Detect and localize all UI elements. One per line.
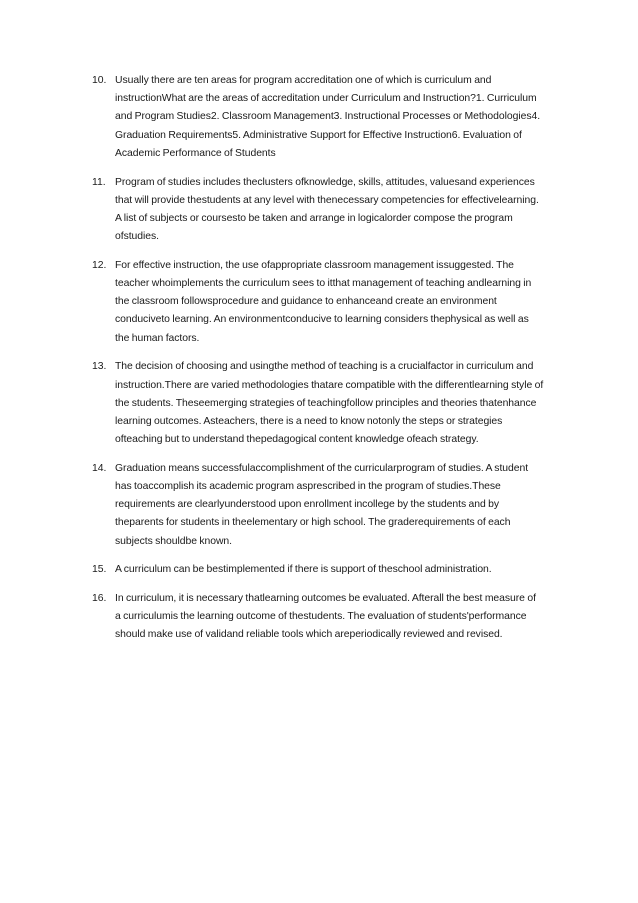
item-text: Usually there are ten areas for program accreditation one of which is curriculum and instructionWhat are the areas of accreditation under Curriculum and Instruction?1. Curriculum and Program Studies2. Classroom Management3. Instructional Processes or Methodologies4. Graduation Requirements5. Administrative Support for Effective Instruction6. Evaluation of Academic Performance of Students	[115, 75, 541, 159]
item-text: For effective instruction, the use ofappropriate classroom management issuggested. The teacher whoimplements the curriculum sees to itthat management of teaching andlearning in the classroom followsprocedure and guidance to enhanceand create an environment conduciveto learning. An environmentconducive to learning considers thephysical as well as the human factors.	[115, 259, 532, 344]
list-item	[92, 257, 544, 348]
list-item	[92, 72, 544, 163]
list-item	[92, 590, 544, 645]
numbered-list	[92, 72, 544, 655]
item-text: Graduation means successfulaccomplishment of the curricularprogram of studies. A student has toaccomplish its academic program asprescribed in the program of studies.These requirements are clearlyunderstood upon enrollment incollege by the students and by theparents for students in theelementary or high school. The graderequirements of each subjects shouldbe known.	[115, 462, 529, 547]
item-number: 10.	[92, 75, 107, 86]
list-item	[92, 174, 544, 247]
item-number: 14.	[92, 462, 107, 474]
list-item	[92, 358, 544, 449]
item-number: 13.	[92, 361, 107, 373]
item-number: 16.	[92, 593, 107, 605]
item-text: The decision of choosing and usingthe method of teaching is a crucialfactor in curriculum and instruction.There are varied methodologies thatare compatible with the differentlearning style of the students. Theseemerging strategies of teachingfollow principles and theories thatenhance learning outcomes. Asteachers, there is a need to know notonly the steps or strategies ofteaching but to understand thepedagogical content knowledge ofeach strategy.	[115, 361, 544, 446]
item-number: 12.	[92, 259, 107, 271]
item-text: Program of studies includes theclusters ofknowledge, skills, attitudes, valuesand experiences that will provide thestudents at any level with thenecessary competencies for effectivelearning. A list of subjects or coursesto be taken and arrange in logicalorder compose the program ofstudies.	[115, 176, 539, 243]
item-number: 15.	[92, 564, 107, 576]
list-item	[92, 460, 544, 551]
list-item	[92, 561, 544, 579]
item-text: A curriculum can be bestimplemented if there is support of theschool administration.	[115, 564, 492, 576]
item-text: In curriculum, it is necessary thatlearning outcomes be evaluated. Afterall the best measure of a curriculumis the learning outcome of thestudents. The evaluation of students'performance should make use of validand reliable tools which areperiodically reviewed and revised.	[115, 593, 536, 641]
item-number: 11.	[92, 176, 106, 188]
